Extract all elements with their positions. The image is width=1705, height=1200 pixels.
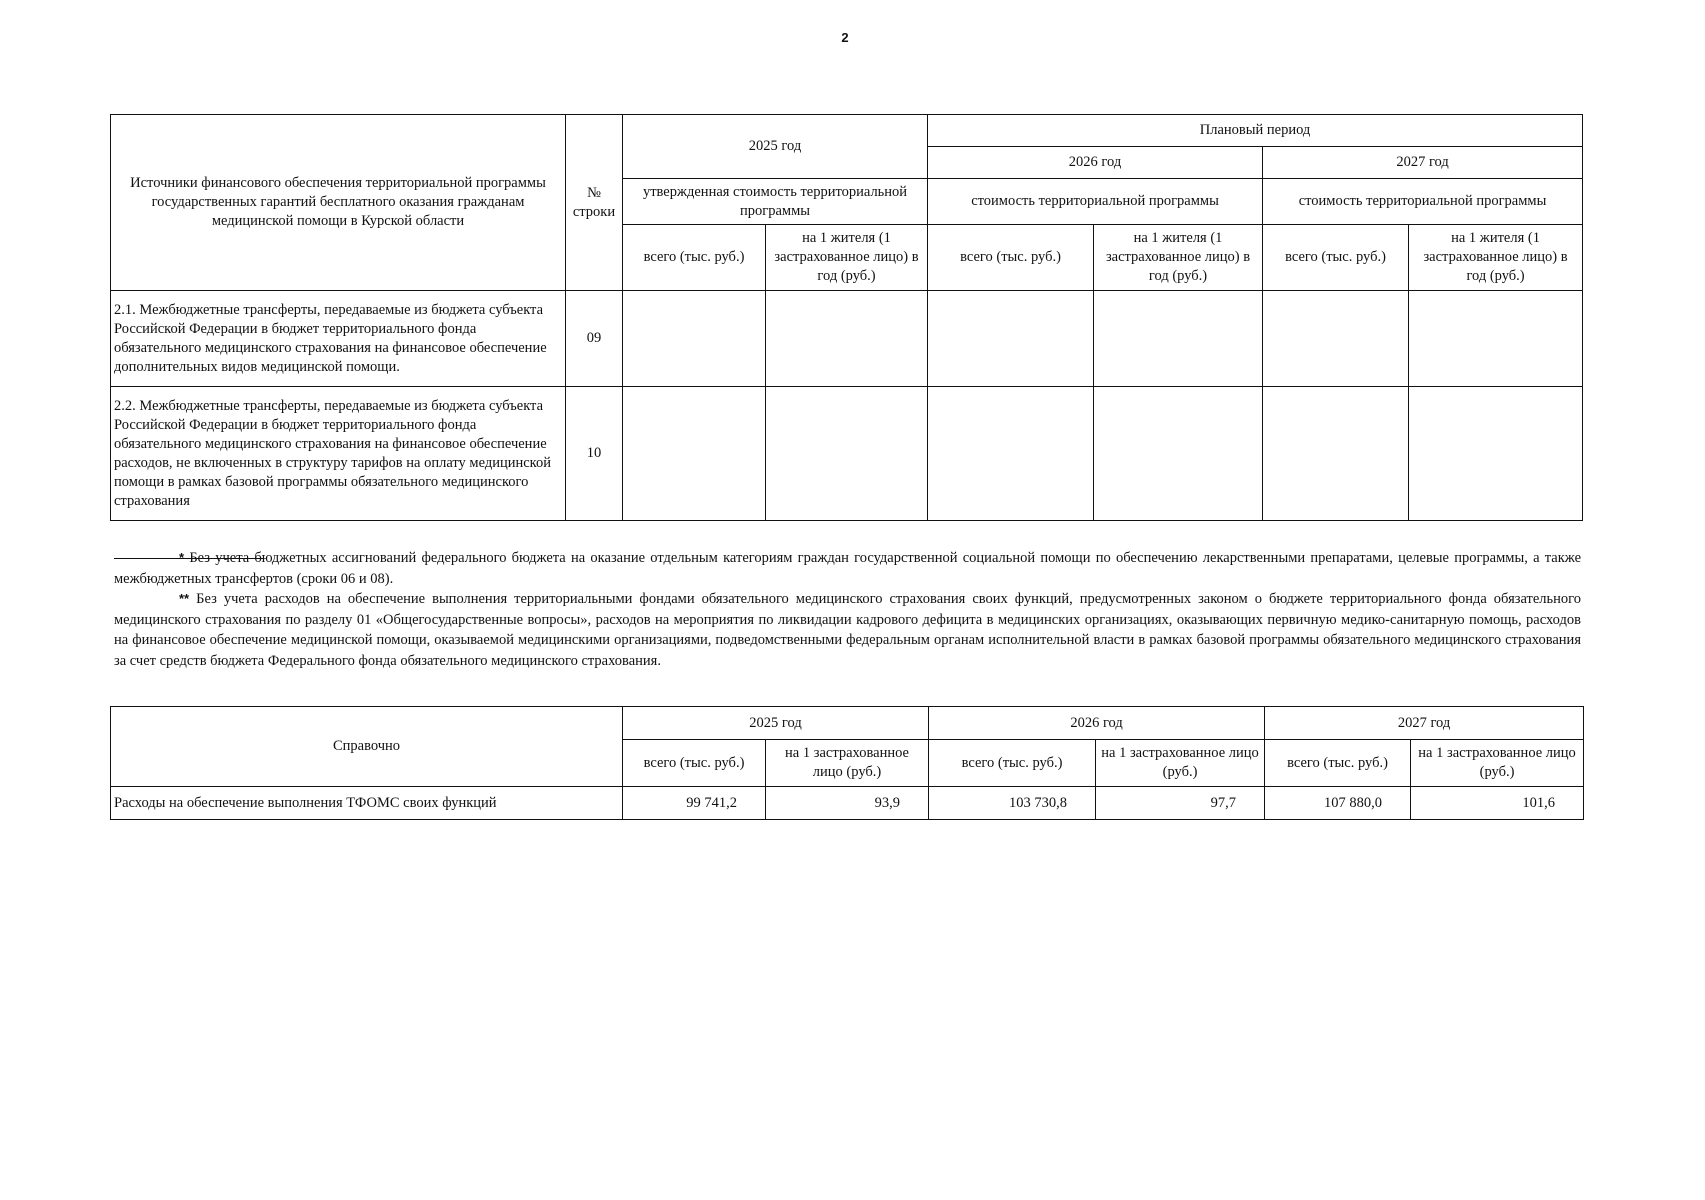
reference-label-header: Справочно xyxy=(111,707,623,787)
footnote-2: ** Без учета расходов на обеспечение выполнения территориальными фондами обязательного медицинского страхования своих функций, предусмотренных законом о бюджете территориального фонда обязательного медицинского страхования по разделу 01 «Общегосударственные вопросы», расходов на мероприятия по ликвидации кадрового дефицита в медицинских организациях, оказывающих первичную медико-санитарную помощь, расходов на финансовое обеспечение медицинской помощи, оказываемой медицинскими организациями, подведомственными федеральным органам исполнительной власти в рамках базовой программы обязательного медицинского страхования за счет средств бюджета Федерального фонда обязательного медицинского страхования. xyxy=(114,591,1581,669)
ref-total-2027: 107 880,0 xyxy=(1265,787,1411,820)
per-capita-header-2027: на 1 жителя (1 застрахованное лицо) в год (руб.) xyxy=(1409,225,1583,291)
page-number: 2 xyxy=(841,30,849,45)
empty-cell xyxy=(928,291,1094,387)
ref-total-header-2027: всего (тыс. руб.) xyxy=(1265,740,1411,787)
ref-year-2026-header: 2026 год xyxy=(929,707,1265,740)
sources-header: Источники финансового обеспечения территориальной программы государственных гарантий бесплатного оказания гражданам медицинской помощи в Курской области xyxy=(111,115,566,291)
cost-2026-header: стоимость территориальной программы xyxy=(928,179,1263,225)
row-label: 2.1. Межбюджетные трансферты, передаваемые из бюджета субъекта Российской Федерации в бюджет территориального фонда обязательного медицинского страхования на финансовое обеспечение дополнительных видов медицинской помощи. xyxy=(111,291,566,387)
approved-cost-2025-header: утвержденная стоимость территориальной программы xyxy=(623,179,928,225)
row-number-header: № строки xyxy=(566,115,623,291)
total-header-2026: всего (тыс. руб.) xyxy=(928,225,1094,291)
year-2025-header: 2025 год xyxy=(623,115,928,179)
empty-cell xyxy=(1263,291,1409,387)
empty-cell xyxy=(1263,387,1409,521)
ref-per-insured-2025: 93,9 xyxy=(766,787,929,820)
empty-cell xyxy=(1094,387,1263,521)
ref-total-header-2026: всего (тыс. руб.) xyxy=(929,740,1096,787)
total-header-2025: всего (тыс. руб.) xyxy=(623,225,766,291)
ref-per-insured-header-2026: на 1 застрахованное лицо (руб.) xyxy=(1096,740,1265,787)
ref-total-2026: 103 730,8 xyxy=(929,787,1096,820)
ref-per-insured-header-2027: на 1 застрахованное лицо (руб.) xyxy=(1411,740,1584,787)
total-header-2027: всего (тыс. руб.) xyxy=(1263,225,1409,291)
cost-2027-header: стоимость территориальной программы xyxy=(1263,179,1583,225)
ref-total-header-2025: всего (тыс. руб.) xyxy=(623,740,766,787)
empty-cell xyxy=(1094,291,1263,387)
empty-cell xyxy=(623,387,766,521)
year-2027-header: 2027 год xyxy=(1263,147,1583,179)
footnote-1: * Без учета бюджетных ассигнований федерального бюджета на оказание отдельным категориям граждан государственной социальной помощи по обеспечению лекарственными препаратами, целевые программы, а также межбюджетных трансфертов (сроки 06 и 08). xyxy=(114,550,1582,587)
reference-table xyxy=(110,706,1584,820)
table-row xyxy=(111,387,1583,521)
footnotes xyxy=(114,548,1581,671)
year-2026-header: 2026 год xyxy=(928,147,1263,179)
table-row xyxy=(111,291,1583,387)
empty-cell xyxy=(766,291,928,387)
empty-cell xyxy=(928,387,1094,521)
ref-per-insured-2027: 101,6 xyxy=(1411,787,1584,820)
planning-period-header: Плановый период xyxy=(928,115,1583,147)
row-label: 2.2. Межбюджетные трансферты, передаваемые из бюджета субъекта Российской Федерации в бюджет территориального фонда обязательного медицинского страхования на финансовое обеспечение расходов, не включенных в структуру тарифов на оплату медицинской помощи в рамках базовой программы обязательного медицинского страхования xyxy=(111,387,566,521)
empty-cell xyxy=(623,291,766,387)
ref-year-2025-header: 2025 год xyxy=(623,707,929,740)
table-row xyxy=(111,787,1584,820)
ref-total-2025: 99 741,2 xyxy=(623,787,766,820)
empty-cell xyxy=(1409,291,1583,387)
empty-cell xyxy=(1409,387,1583,521)
per-capita-header-2025: на 1 жителя (1 застрахованное лицо) в год (руб.) xyxy=(766,225,928,291)
empty-cell xyxy=(766,387,928,521)
per-capita-header-2026: на 1 жителя (1 застрахованное лицо) в год (руб.) xyxy=(1094,225,1263,291)
main-financing-table xyxy=(110,114,1583,521)
ref-year-2027-header: 2027 год xyxy=(1265,707,1584,740)
ref-per-insured-header-2025: на 1 застрахованное лицо (руб.) xyxy=(766,740,929,787)
ref-row-label: Расходы на обеспечение выполнения ТФОМС своих функций xyxy=(111,787,623,820)
row-number: 10 xyxy=(566,387,623,521)
ref-per-insured-2026: 97,7 xyxy=(1096,787,1265,820)
row-number: 09 xyxy=(566,291,623,387)
